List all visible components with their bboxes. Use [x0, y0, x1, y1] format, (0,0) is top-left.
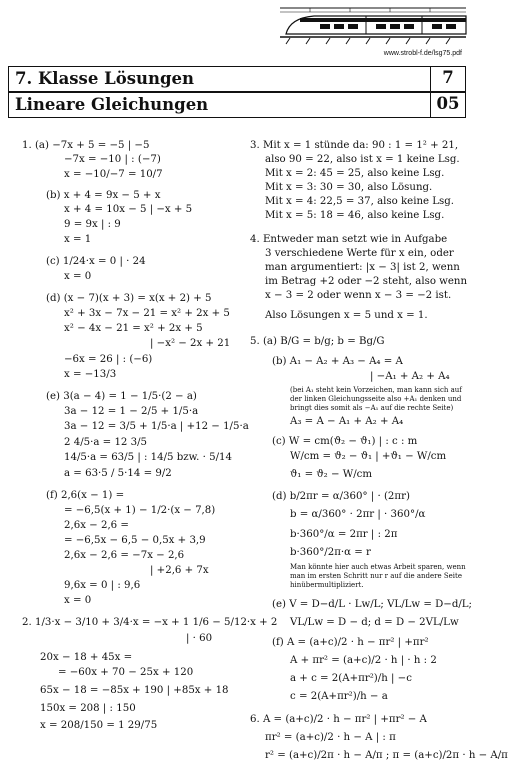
solution-line: c = 2(A+πr²)/h − a — [290, 691, 388, 702]
solution-line: b = α/360° · 2πr | · 360°/α — [290, 509, 426, 520]
solution-line: −7x = −10 | : (−7) — [64, 154, 161, 165]
solution-line: r² = (a+c)/2π · h − A/π ; π = (a+c)/2π · h − A/π — [265, 750, 508, 761]
solution-line: x = 0 — [64, 271, 92, 282]
solution-line: x² + 3x − 7x − 21 = x² + 2x + 5 — [64, 308, 230, 319]
solution-line: (bei A₁ steht kein Vorzeichen, man kann sich auf — [290, 386, 462, 394]
solution-line: (f) A = (a+c)/2 · h − πr² | +πr² — [272, 637, 429, 648]
solution-line: 6. A = (a+c)/2 · h − πr² | +πr² − A — [250, 714, 427, 725]
solution-line: | +2,6 + 7x — [150, 565, 209, 576]
solution-line: a = 63·5 / 5·14 = 9/2 — [64, 468, 172, 479]
solution-line: x = 208/150 = 1 29/75 — [40, 720, 158, 731]
solution-line: der linken Gleichungsseite also +A₁ denken und — [290, 395, 462, 403]
solution-line: im Betrag +2 oder −2 steht, also wenn — [265, 276, 468, 287]
solution-line: W/cm = ϑ₂ − ϑ₁ | +ϑ₁ − W/cm — [290, 451, 447, 462]
solution-line: x = −10/−7 = 10/7 — [64, 169, 163, 180]
solution-line: x = −13/3 — [64, 369, 117, 380]
solution-line: = −60x + 70 − 25x + 120 — [58, 667, 194, 678]
solution-line: 2 4/5·a = 12 3/5 — [64, 437, 148, 448]
header-subtitle-row — [8, 92, 466, 118]
solution-line: b·360°/2π·α = r — [290, 547, 371, 558]
solution-line: ϑ₁ = ϑ₂ − W/cm — [290, 469, 373, 480]
solution-line: | −x² − 2x + 21 — [150, 338, 231, 349]
solution-line: 5. (a) B/G = b/g; b = Bg/G — [250, 336, 385, 347]
solution-line: (c) W = cm(ϑ₂ − ϑ₁) | : c : m — [272, 436, 418, 447]
train-logo-icon — [280, 4, 466, 46]
sheet-number: 05 — [430, 93, 465, 117]
solution-line: 9,6x = 0 | : 9,6 — [64, 580, 141, 591]
solution-line: 1. (a) −7x + 5 = −5 | −5 — [22, 140, 150, 151]
solution-line: 2. 1/3·x − 3/10 + 3/4·x = −x + 1 1/6 − 5/12·x + 2 — [22, 617, 278, 628]
page-title: 7. Klasse Lösungen — [15, 69, 195, 88]
solution-line: b·360°/α = 2πr | : 2π — [290, 529, 398, 540]
solution-line: Also Lösungen x = 5 und x = 1. — [265, 310, 428, 321]
solution-line: a + c = 2(A+πr²)/h | −c — [290, 673, 412, 684]
solution-line: = −6,5x − 6,5 − 0,5x + 3,9 — [64, 535, 206, 546]
header-title-row — [8, 66, 466, 92]
source-url: www.strobl-f.de/lsg75.pdf — [383, 50, 462, 57]
page-subtitle: Lineare Gleichungen — [15, 95, 209, 114]
solution-line: 2,6x − 2,6 = −7x − 2,6 — [64, 550, 185, 561]
solution-line: (c) 1/24·x = 0 | · 24 — [46, 256, 146, 267]
solution-line: hinübermultipliziert. — [290, 581, 364, 589]
solution-line: Mit x = 3: 30 = 30, also Lösung. — [265, 182, 433, 193]
solution-line: also 90 = 22, also ist x = 1 keine Lsg. — [265, 154, 460, 165]
solution-line: bringt dies somit als −A₁ auf die rechte Seite) — [290, 404, 454, 412]
solution-line: 65x − 18 = −85x + 190 | +85x + 18 — [40, 685, 229, 696]
solution-line: VL/Lw = D − d; d = D − 2VL/Lw — [290, 617, 459, 628]
solution-line: x + 4 = 10x − 5 | −x + 5 — [64, 204, 193, 215]
solution-line: 2,6x − 2,6 = — [64, 520, 129, 531]
solution-line: 3a − 12 = 3/5 + 1/5·a | +12 − 1/5·a — [64, 421, 249, 432]
grade-number: 7 — [430, 67, 465, 91]
solution-line: Man könnte hier auch etwas Arbeit sparen, wenn — [290, 563, 466, 571]
solution-line: Mit x = 5: 18 = 46, also keine Lsg. — [265, 210, 445, 221]
solution-line: x − 3 = 2 oder wenn x − 3 = −2 ist. — [265, 290, 452, 301]
solution-line: 20x − 18 + 45x = — [40, 652, 133, 663]
solution-line: Mit x = 2: 45 = 25, also keine Lsg. — [265, 168, 445, 179]
solution-line: | −A₁ + A₂ + A₄ — [370, 371, 450, 382]
solution-line: x² − 4x − 21 = x² + 2x + 5 — [64, 323, 203, 334]
solution-line: 14/5·a = 63/5 | : 14/5 bzw. · 5/14 — [64, 452, 233, 463]
solution-line: πr² = (a+c)/2 · h − A | : π — [265, 732, 396, 743]
solution-line: x = 0 — [64, 595, 92, 606]
solution-line: A + πr² = (a+c)/2 · h | · h : 2 — [290, 655, 437, 666]
solution-line: 9 = 9x | : 9 — [64, 219, 121, 230]
solution-line: 150x = 208 | : 150 — [40, 703, 136, 714]
solution-line: 3a − 12 = 1 − 2/5 + 1/5·a — [64, 406, 199, 417]
solution-line: (e) 3(a − 4) = 1 − 1/5·(2 − a) — [46, 391, 197, 402]
solution-line: (e) V = D−d/L · Lw/L; VL/Lw = D−d/L; — [272, 599, 472, 610]
solution-line: (d) (x − 7)(x + 3) = x(x + 2) + 5 — [46, 293, 212, 304]
solution-line: 4. Entweder man setzt wie in Aufgabe — [250, 234, 448, 245]
solution-line: = −6,5(x + 1) − 1/2·(x − 7,8) — [64, 505, 216, 516]
solution-line: −6x = 26 | : (−6) — [64, 354, 153, 365]
solution-line: (b) A₁ − A₂ + A₃ − A₄ = A — [272, 356, 403, 367]
solution-line: A₃ = A − A₁ + A₂ + A₄ — [290, 416, 404, 427]
solution-line: man argumentiert: |x − 3| ist 2, wenn — [265, 262, 460, 273]
solution-line: man im ersten Schritt nur r auf die andere Seite — [290, 572, 462, 580]
solution-line: Mit x = 4: 22,5 = 37, also keine Lsg. — [265, 196, 455, 207]
solution-line: (f) 2,6(x − 1) = — [46, 490, 125, 501]
solution-line: | · 60 — [186, 633, 213, 644]
solution-line: 3 verschiedene Werte für x ein, oder — [265, 248, 454, 259]
solution-line: (d) b/2πr = α/360° | · (2πr) — [272, 491, 410, 502]
solution-line: x = 1 — [64, 234, 92, 245]
solution-line: (b) x + 4 = 9x − 5 + x — [46, 190, 161, 201]
solution-line: 3. Mit x = 1 stünde da: 90 : 1 = 1² + 21, — [250, 140, 459, 151]
